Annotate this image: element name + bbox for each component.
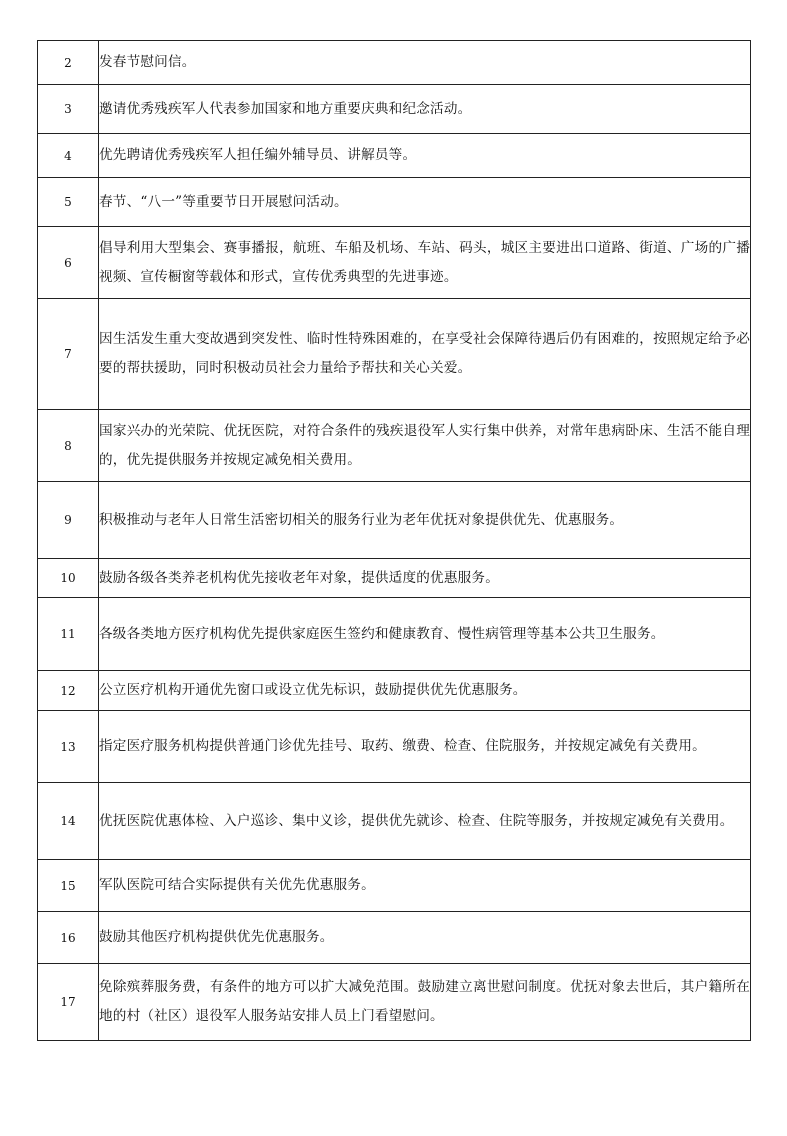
table-row: [38, 227, 751, 299]
row-text: 邀请优秀残疾军人代表参加国家和地方重要庆典和纪念活动。: [99, 85, 751, 134]
row-text: 免除殡葬服务费，有条件的地方可以扩大减免范围。鼓励建立离世慰问制度。优抚对象去世后，其户籍所在地的村（社区）退役军人服务站安排人员上门看望慰问。: [99, 964, 751, 1041]
row-text: 优抚医院优惠体检、入户巡诊、集中义诊，提供优先就诊、检查、住院等服务，并按规定减免有关费用。: [99, 783, 751, 860]
row-text: 春节、“八一”等重要节日开展慰问活动。: [99, 178, 751, 227]
table-row: [38, 41, 751, 85]
table-row: [38, 299, 751, 410]
table-row: [38, 178, 751, 227]
row-text: 鼓励各级各类养老机构优先接收老年对象，提供适度的优惠服务。: [99, 559, 751, 598]
row-text: 鼓励其他医疗机构提供优先优惠服务。: [99, 912, 751, 964]
row-text: 军队医院可结合实际提供有关优先优惠服务。: [99, 860, 751, 912]
table-row: [38, 783, 751, 860]
table-row: [38, 912, 751, 964]
table-row: [38, 671, 751, 711]
table-row: [38, 559, 751, 598]
row-number: 9: [38, 482, 99, 559]
row-number: 7: [38, 299, 99, 410]
row-text: 因生活发生重大变故遇到突发性、临时性特殊困难的，在享受社会保障待遇后仍有困难的，按照规定给予必要的帮扶援助，同时积极动员社会力量给予帮扶和关心关爱。: [99, 299, 751, 410]
row-number: 14: [38, 783, 99, 860]
row-text: 各级各类地方医疗机构优先提供家庭医生签约和健康教育、慢性病管理等基本公共卫生服务。: [99, 598, 751, 671]
row-number: 12: [38, 671, 99, 711]
row-text: 优先聘请优秀残疾军人担任编外辅导员、讲解员等。: [99, 134, 751, 178]
row-text: 倡导利用大型集会、赛事播报，航班、车船及机场、车站、码头，城区主要进出口道路、街道、广场的广播视频、宣传橱窗等载体和形式，宣传优秀典型的先进事迹。: [99, 227, 751, 299]
table-row: [38, 482, 751, 559]
row-text: 指定医疗服务机构提供普通门诊优先挂号、取药、缴费、检查、住院服务，并按规定减免有关费用。: [99, 711, 751, 783]
table-row: [38, 711, 751, 783]
row-number: 2: [38, 41, 99, 85]
row-text: 发春节慰问信。: [99, 41, 751, 85]
row-number: 15: [38, 860, 99, 912]
row-text: 积极推动与老年人日常生活密切相关的服务行业为老年优抚对象提供优先、优惠服务。: [99, 482, 751, 559]
row-text: 国家兴办的光荣院、优抚医院，对符合条件的残疾退役军人实行集中供养，对常年患病卧床、生活不能自理的，优先提供服务并按规定减免相关费用。: [99, 410, 751, 482]
table-row: [38, 134, 751, 178]
row-text: 公立医疗机构开通优先窗口或设立优先标识，鼓励提供优先优惠服务。: [99, 671, 751, 711]
benefits-table: [37, 40, 751, 1041]
row-number: 6: [38, 227, 99, 299]
row-number: 10: [38, 559, 99, 598]
table-row: [38, 598, 751, 671]
table-row: [38, 410, 751, 482]
row-number: 17: [38, 964, 99, 1041]
row-number: 4: [38, 134, 99, 178]
row-number: 5: [38, 178, 99, 227]
table-row: [38, 860, 751, 912]
row-number: 8: [38, 410, 99, 482]
table-row: [38, 85, 751, 134]
row-number: 3: [38, 85, 99, 134]
row-number: 16: [38, 912, 99, 964]
row-number: 11: [38, 598, 99, 671]
table-row: [38, 964, 751, 1041]
row-number: 13: [38, 711, 99, 783]
